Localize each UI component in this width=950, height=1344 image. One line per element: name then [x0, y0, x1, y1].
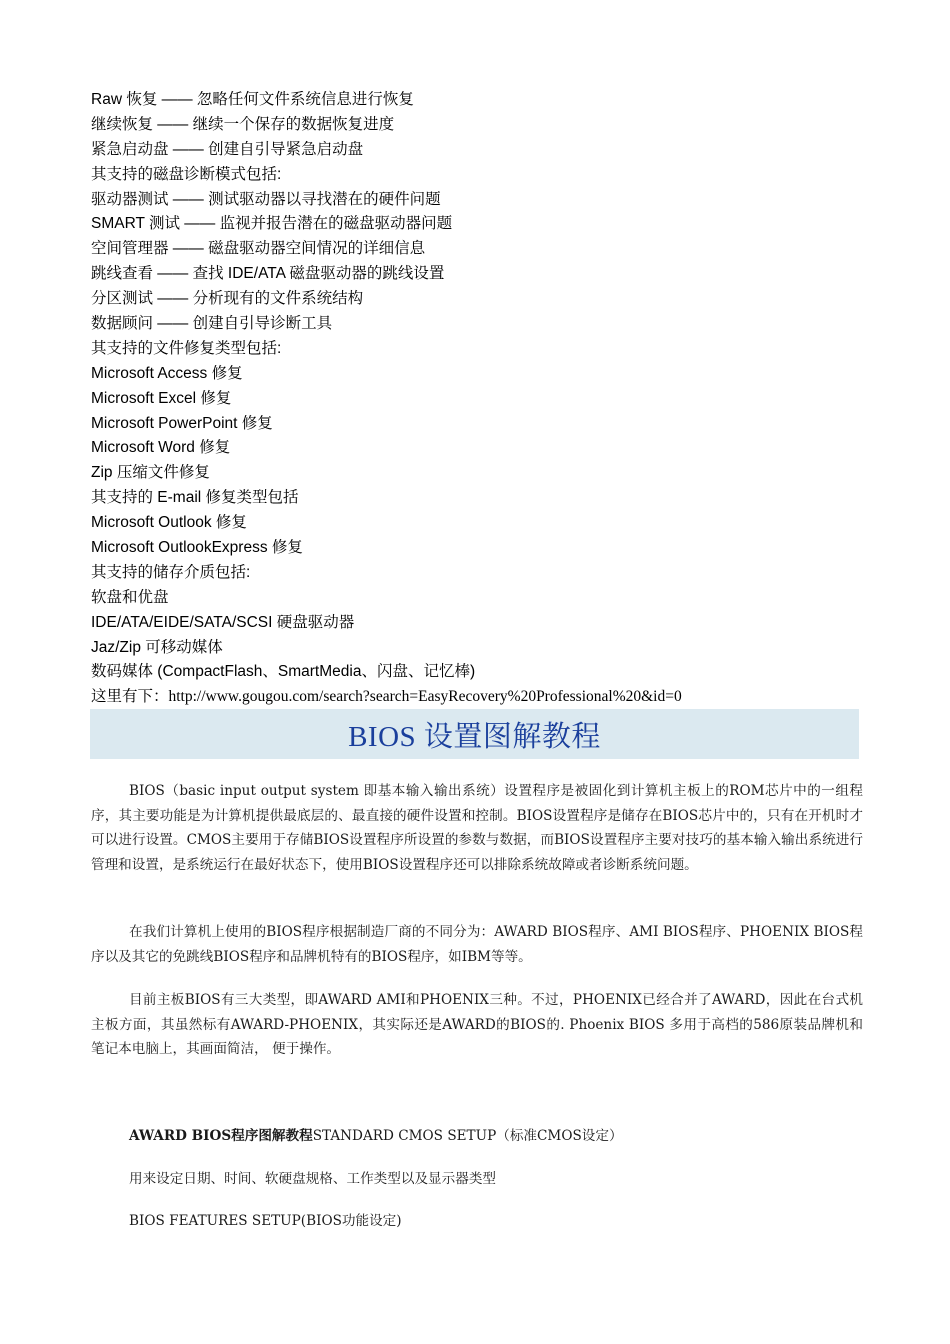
list-line: 其支持的磁盘诊断模式包括:: [91, 165, 282, 183]
list-line: Microsoft OutlookExpress 修复: [91, 539, 303, 557]
section-title: BIOS 设置图解教程: [348, 720, 601, 753]
list-line: 数码媒体 (CompactFlash、SmartMedia、闪盘、记忆棒): [91, 663, 476, 681]
section-title-banner: [90, 709, 859, 759]
bios-features-heading: BIOS FEATURES SETUP(BIOS功能设定): [129, 1213, 402, 1229]
article-paragraph-1: [91, 779, 863, 877]
list-line: IDE/ATA/EIDE/SATA/SCSI 硬盘驱动器: [91, 613, 355, 631]
list-line: 数据顾问 —— 创建自引导诊断工具: [91, 315, 333, 333]
list-line: 跳线查看 —— 查找 IDE/ATA 磁盘驱动器的跳线设置: [91, 265, 445, 283]
list-line: Microsoft PowerPoint 修复: [91, 414, 273, 432]
download-source-line: 这里有下：http://www.gougou.com/search?search=EasyRecovery%20Professional%20&id=0: [91, 688, 682, 705]
list-line: Microsoft Outlook 修复: [91, 514, 247, 532]
recovery-feature-list: [91, 88, 871, 685]
award-description: 用来设定日期、时间、软硬盘规格、工作类型以及显示器类型: [129, 1171, 497, 1187]
paragraph-text: BIOS（basic input output system 即基本输入输出系统）设置程序是被固化到计算机主板上的ROM芯片中的一组程序，其主要功能是为计算机提供最底层的、最直接的硬件设置和控制。BIOS设置程序是储存在BIOS芯片中的，只有在开机时才可以进行设置。CMOS主要用于存储BIOS设置程序所设置的参数与数据，而BIOS设置程序主要对技巧的基本输入输出系统进行管理和设置，是系统运行在最好状态下，使用BIOS设置程序还可以排除系统故障或者诊断系统问题。: [91, 783, 863, 873]
list-line: 空间管理器 —— 磁盘驱动器空间情况的详细信息: [91, 240, 426, 258]
list-line: 其支持的文件修复类型包括:: [91, 339, 282, 357]
list-line: Raw 恢复 —— 忽略任何文件系统信息进行恢复: [91, 91, 414, 108]
list-line: 分区测试 —— 分析现有的文件系统结构: [91, 290, 364, 308]
award-heading-bold: AWARD BIOS程序图解教程: [129, 1128, 313, 1144]
list-line: Microsoft Excel 修复: [91, 389, 232, 407]
list-line: 其支持的 E-mail 修复类型包括: [91, 489, 299, 507]
list-line: 继续恢复 —— 继续一个保存的数据恢复进度: [91, 115, 395, 133]
list-line: Microsoft Access 修复: [91, 364, 243, 382]
list-line: SMART 测试 —— 监视并报告潜在的磁盘驱动器问题: [91, 215, 453, 233]
award-heading-rest: STANDARD CMOS SETUP（标准CMOS设定）: [312, 1128, 623, 1144]
article-paragraph-3: [91, 988, 863, 1062]
list-line: 其支持的储存介质包括:: [91, 563, 251, 581]
list-line: 紧急启动盘 —— 创建自引导紧急启动盘: [91, 140, 364, 158]
award-bios-heading: [129, 1125, 623, 1147]
article-paragraph-2: [91, 920, 863, 969]
list-line: Zip 压缩文件修复: [91, 464, 210, 482]
paragraph-text: 目前主板BIOS有三大类型，即AWARD AMI和PHOENIX三种。不过，PHOENIX已经合并了AWARD，因此在台式机主板方面，其虽然标有AWARD-PHOENIX，其实际还是AWARD的BIOS的. Phoenix BIOS 多用于高档的586原装品牌机和笔记本电脑上，其画面简洁， 便于操作。: [91, 992, 863, 1058]
list-line: 软盘和优盘: [91, 588, 169, 606]
list-line: 驱动器测试 —— 测试驱动器以寻找潜在的硬件问题: [91, 190, 441, 208]
paragraph-text: 在我们计算机上使用的BIOS程序根据制造厂商的不同分为：AWARD BIOS程序、AMI BIOS程序、PHOENIX BIOS程序以及其它的免跳线BIOS程序和品牌机特有的BIOS程序，如IBM等等。: [91, 924, 863, 965]
list-line: Microsoft Word 修复: [91, 439, 231, 457]
list-line: Jaz/Zip 可移动媒体: [91, 638, 223, 656]
